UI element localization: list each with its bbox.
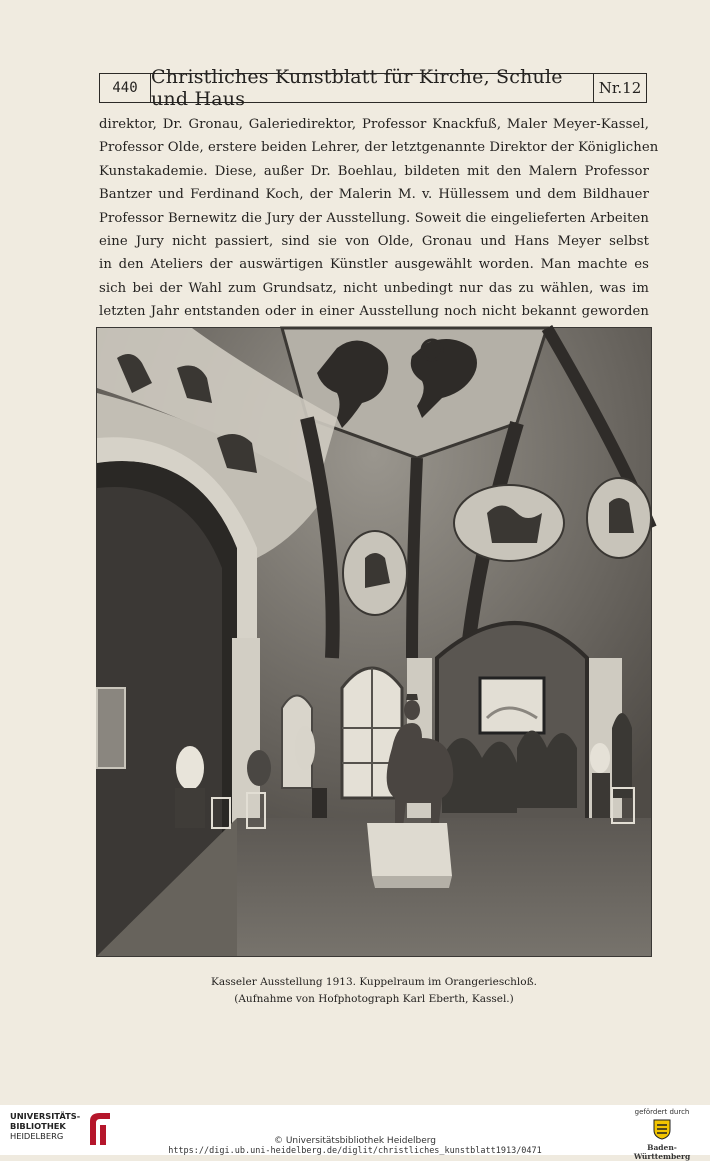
text-line: direktor, Dr. Gronau, Galeriedirektor, Professor Knackfuß, Maler Meyer-Kassel, [99,117,649,132]
photograph-dome-room [96,327,652,957]
figure-caption [96,974,652,1008]
journal-title: Christliches Kunstblatt für Kirche, Schule und Haus [151,66,563,110]
copyright-notice: © Universitätsbibliothek Heidelberg [273,1136,436,1146]
library-name: UNIVERSITÄTS- [10,1111,81,1121]
library-city: HEIDELBERG [10,1131,64,1141]
text-line: Bantzer und Ferdinand Koch, der Malerin M. v. Hüllessem und dem Bildhauer [99,187,649,203]
body-text [99,113,659,324]
digitization-footer [0,1105,710,1161]
library-name: BIBLIOTHEK [10,1121,66,1131]
text-line: eine Jury nicht passiert, sind sie von Olde, Gronau und Hans Meyer selbst [99,233,649,249]
text-line: Professor Olde, erstere beiden Lehrer, der letztgenannte Direktor der Königlichen [99,140,659,156]
running-header [99,66,647,110]
text-line: in den Ateliers der auswärtigen Künstler ausgewählt worden. Man machte es [99,257,649,273]
baden-wuerttemberg-seal-icon [651,1118,673,1140]
funder-block [622,1108,702,1161]
caption-credit: (Aufnahme von Hofphotograph Karl Eberth, Kassel.) [234,993,514,1005]
funded-by-label: gefördert durch [634,1108,690,1116]
funder-name: Baden-Württemberg [633,1143,691,1161]
photograph-illustration [97,328,651,956]
source-url[interactable]: https://digi.ub.uni-heidelberg.de/diglit/christliches_kunstblatt1913/0471 [168,1146,542,1156]
caption-line: Kasseler Ausstellung 1913. Kuppelraum im Orangerieschloß. [211,976,537,988]
text-line: letzten Jahr entstanden oder in einer Ausstellung noch nicht bekannt geworden [99,304,649,320]
text-line: Kunstakademie. Diese, außer Dr. Boehlau, bildeten mit den Malern Professor [99,163,649,179]
issue-number: Nr.12 [593,74,646,102]
text-line: sich bei der Wahl zum Grundsatz, nicht unbedingt nur das zu wählen, was im [99,280,649,296]
text-line: Professor Bernewitz die Jury der Ausstellung. Soweit die eingelieferten Arbeiten [99,210,649,226]
page-number: 440 [100,74,151,102]
